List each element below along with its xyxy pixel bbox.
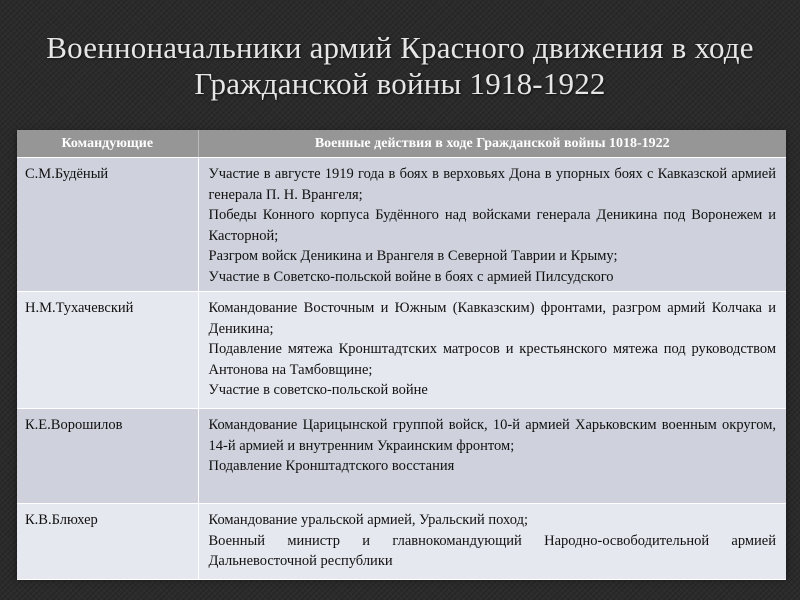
- commander-name: К.В.Блюхер: [17, 504, 198, 580]
- commanders-table-container: [17, 130, 786, 577]
- table-header-row: [17, 130, 786, 158]
- action-item: Подавление Кронштадтского восстания: [208, 458, 455, 474]
- table-row: [17, 292, 786, 409]
- action-item: Подавление мятежа Кронштадтских матросов и крестьянского мятежа под руководством Антонова на Тамбовщине;: [208, 341, 776, 378]
- table-row: [17, 504, 786, 580]
- table-row: [17, 158, 786, 292]
- slide-title-line-1: Военноначальники армий Красного движения в ходе: [46, 30, 754, 65]
- action-item: Военный министр и главнокомандующий Народно-освободительной армией Дальневосточной республики: [208, 532, 776, 569]
- commander-name: Н.М.Тухачевский: [17, 292, 198, 409]
- action-item: Участие в советско-польской войне: [208, 382, 428, 398]
- header-commanders: Командующие: [17, 130, 198, 158]
- action-item: Командование Восточным и Южным (Кавказским) фронтами, разгром армий Колчака и Деникина;: [208, 300, 776, 337]
- header-military-actions: Военные действия в ходе Гражданской войны 1018-1922: [198, 130, 786, 158]
- commander-name: С.М.Будёный: [17, 158, 198, 292]
- slide-title: [0, 30, 800, 102]
- action-item: Участие в августе 1919 года в боях в верховьях Дона в упорных боях с Кавказской армией генерала П. Н. Врангеля;: [208, 166, 776, 203]
- commander-actions: [198, 158, 786, 292]
- action-item: Участие в Советско-польской войне в боях с армией Пилсудского: [208, 268, 614, 285]
- slide-title-line-2: Гражданской войны 1918-1922: [194, 66, 606, 101]
- commanders-table: [17, 130, 786, 580]
- action-item: Разгром войск Деникина и Врангеля в Северной Таврии и Крыму;: [208, 248, 618, 264]
- table-row: [17, 409, 786, 504]
- commander-actions: [198, 504, 786, 580]
- action-item: Командование уральской армией, Уральский поход;: [208, 512, 528, 528]
- commander-name: К.Е.Ворошилов: [17, 409, 198, 504]
- commander-actions: [198, 409, 786, 504]
- commander-actions: [198, 292, 786, 409]
- action-item: Командование Царицынской группой войск, 10-й армией Харьковским военным округом, 14-й армией и внутренним Украинским фронтом;: [208, 417, 776, 454]
- action-item: Победы Конного корпуса Будённого над войсками генерала Деникина под Воронежем и Касторной;: [208, 207, 776, 244]
